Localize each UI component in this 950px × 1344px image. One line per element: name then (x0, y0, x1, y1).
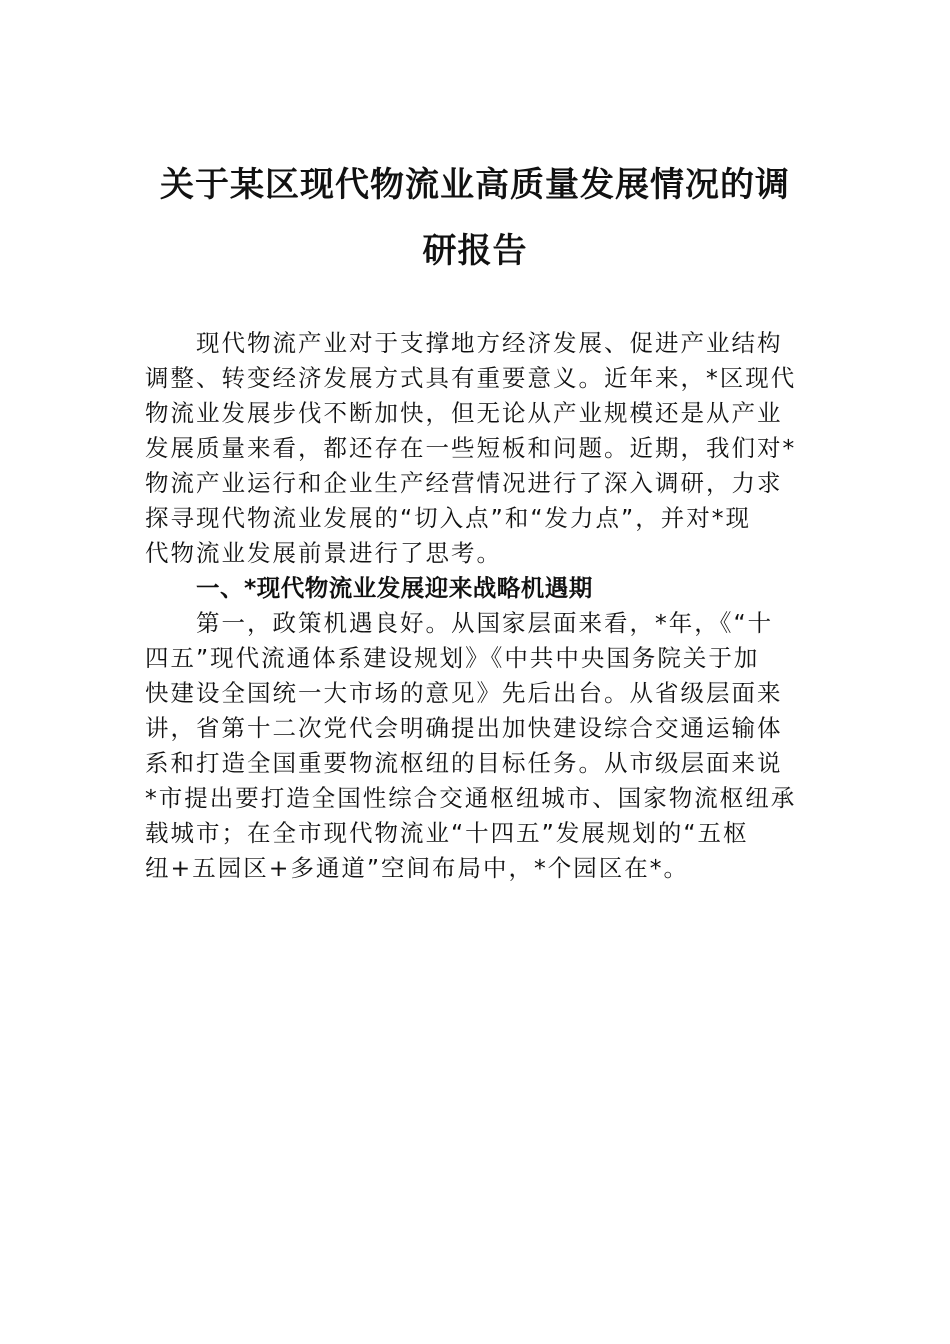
paragraph-line: 调整、转变经济发展方式具有重要意义。近年来，*区现代 (145, 364, 797, 392)
paragraph-line: *市提出要打造全国性综合交通枢纽城市、国家物流枢纽承 (145, 784, 797, 812)
document-title (145, 152, 805, 284)
paragraph-line: 物流业发展步伐不断加快，但无论从产业规模还是从产业 (145, 399, 783, 427)
paragraph-line: 快建设全国统一大市场的意见》先后出台。从省级层面来 (145, 679, 783, 707)
paragraph-line: 第一，政策机遇良好。从国家层面来看，*年，《“十 (196, 609, 774, 637)
title-line-2: 研报告 (422, 231, 528, 271)
title-line-1: 关于某区现代物流业高质量发展情况的调 (160, 165, 790, 205)
paragraph-line: 四五”现代流通体系建设规划》《中共中央国务院关于加 (145, 644, 760, 672)
paragraph-line: 载城市；在全市现代物流业“十四五”发展规划的“五枢 (145, 819, 749, 847)
policy-paragraph (145, 606, 805, 886)
paragraph-line: 系和打造全国重要物流枢纽的目标任务。从市级层面来说 (145, 749, 783, 777)
paragraph-line: 物流产业运行和企业生产经营情况进行了深入调研，力求 (145, 469, 783, 497)
section-heading: 一、*现代物流业发展迎来战略机遇期 (196, 574, 593, 602)
paragraph-line: 讲，省第十二次党代会明确提出加快建设综合交通运输体 (145, 714, 783, 742)
paragraph-line: 现代物流产业对于支撑地方经济发展、促进产业结构 (196, 329, 783, 357)
paragraph-line: 代物流业发展前景进行了思考。 (145, 539, 502, 567)
paragraph-line: 发展质量来看，都还存在一些短板和问题。近期，我们对* (145, 434, 797, 462)
paragraph-line: 探寻现代物流业发展的“切入点”和“发力点”，并对*现 (145, 504, 751, 532)
intro-paragraph (145, 326, 805, 571)
paragraph-line: 纽+五园区+多通道”空间布局中，*个园区在*。 (145, 854, 690, 882)
